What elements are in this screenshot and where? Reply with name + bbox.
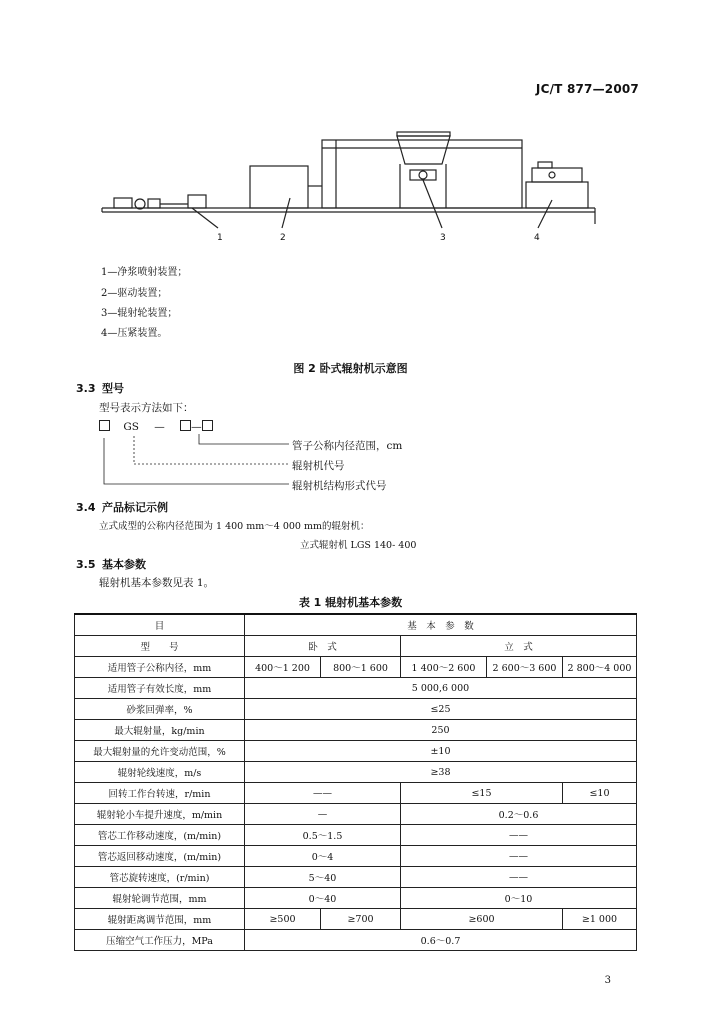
table-cell: 400～1 200: [245, 657, 321, 678]
table-cell: 0～4: [245, 846, 401, 867]
table-cell: 1 400～2 600: [401, 657, 487, 678]
section-number: 3.4: [76, 501, 96, 514]
table-cell: ≥1 000: [563, 909, 637, 930]
section-number: 3.5: [76, 558, 96, 571]
table-cell: ——: [401, 825, 637, 846]
marking-example: 立式辊射机 LGS 140- 400: [300, 540, 417, 551]
callout-1: 1: [217, 233, 223, 243]
diameter-box-1: [180, 420, 191, 431]
table-row: [75, 741, 637, 762]
table-cell: 2 600～3 600: [487, 657, 563, 678]
code-leader-lines: [99, 432, 299, 492]
header-item: 目: [75, 614, 245, 636]
table-row: [75, 783, 637, 804]
table-row: [75, 930, 637, 951]
code-dash-2: —: [191, 421, 202, 433]
parameters-table: [74, 613, 637, 951]
section-3-4-heading: [76, 499, 168, 515]
header-params: 基 本 参 数: [245, 614, 637, 636]
legend-item-2: 2—驱动装置；: [101, 288, 168, 299]
row-label: 最大辊射量的允许变动范围，%: [75, 741, 245, 762]
row-label: 管芯旋转速度，(r/min): [75, 867, 245, 888]
row-label: 辊射轮调节范围，mm: [75, 888, 245, 909]
table-cell: 0～40: [245, 888, 401, 909]
marking-text: 立式成型的公称内径范围为 1 400 mm～4 000 mm的辊射机：: [99, 521, 370, 532]
machine-schematic: [100, 128, 605, 248]
table-row: [75, 909, 637, 930]
table-cell: 0.2～0.6: [401, 804, 637, 825]
row-label: 适用管子有效长度，mm: [75, 678, 245, 699]
table-row: [75, 762, 637, 783]
row-label: 适用管子公称内径，mm: [75, 657, 245, 678]
table-row: [75, 699, 637, 720]
table-row: [75, 720, 637, 741]
row-label: 辊射轮小车提升速度，m/min: [75, 804, 245, 825]
row-label: 辊射距离调节范围，mm: [75, 909, 245, 930]
section-number: 3.3: [76, 382, 96, 395]
table-cell: 2 800～4 000: [563, 657, 637, 678]
callout-4: 4: [534, 233, 540, 243]
table-cell: 0.6～0.7: [245, 930, 637, 951]
row-label: 回转工作台转速，r/min: [75, 783, 245, 804]
table-cell: ≥500: [245, 909, 321, 930]
code-gs: GS: [123, 421, 139, 433]
table-row: [75, 636, 637, 657]
section-3-5-heading: [76, 556, 146, 572]
table-cell: ≤10: [563, 783, 637, 804]
section-title: 型号: [102, 382, 124, 395]
table-cell: 5 000,6 000: [245, 678, 637, 699]
table-cell: ≥600: [401, 909, 563, 930]
page-number: 3: [604, 975, 611, 986]
structure-box: [99, 420, 110, 431]
row-label: 压缩空气工作压力，MPa: [75, 930, 245, 951]
table-cell: 250: [245, 720, 637, 741]
table-cell: 0～10: [401, 888, 637, 909]
table-row: [75, 657, 637, 678]
code-dash: —: [154, 421, 165, 433]
section-title: 基本参数: [102, 558, 146, 571]
section-title: 产品标记示例: [102, 501, 168, 514]
type-horizontal: 卧 式: [245, 636, 401, 657]
legend-item-1: 1—净浆喷射装置；: [101, 267, 188, 278]
code-label-structure: 辊射机结构形式代号: [292, 480, 387, 492]
callout-3: 3: [440, 233, 446, 243]
table-cell: —: [245, 804, 401, 825]
table-cell: ≤15: [401, 783, 563, 804]
table-cell: ——: [245, 783, 401, 804]
legend-item-4: 4—压紧装置。: [101, 328, 168, 339]
table-cell: ≥700: [321, 909, 401, 930]
table-cell: 800～1 600: [321, 657, 401, 678]
row-label: 管芯工作移动速度，(m/min): [75, 825, 245, 846]
table-cell: ——: [401, 846, 637, 867]
row-label: 型 号: [75, 636, 245, 657]
standard-number: JC/T 877—2007: [535, 82, 639, 96]
code-label-diameter: 管子公称内径范围，cm: [292, 440, 403, 452]
callout-2: 2: [280, 233, 286, 243]
table-cell: ——: [401, 867, 637, 888]
row-label: 管芯返回移动速度，(m/min): [75, 846, 245, 867]
figure-caption: 图 2 卧式辊射机示意图: [293, 362, 408, 375]
diameter-box-2: [202, 420, 213, 431]
table-row: [75, 888, 637, 909]
table-row: [75, 804, 637, 825]
table-row: [75, 678, 637, 699]
table-caption: 表 1 辊射机基本参数: [298, 596, 403, 609]
row-label: 辊射轮线速度，m/s: [75, 762, 245, 783]
table-cell: ±10: [245, 741, 637, 762]
row-label: 最大辊射量，kg/min: [75, 720, 245, 741]
row-label: 砂浆回弹率，%: [75, 699, 245, 720]
legend-item-3: 3—辊射轮装置；: [101, 308, 178, 319]
table-row: [75, 825, 637, 846]
table-row: [75, 846, 637, 867]
table-row: [75, 867, 637, 888]
type-vertical: 立 式: [401, 636, 637, 657]
section-3-3-heading: [76, 380, 124, 396]
model-intro: 型号表示方法如下：: [99, 402, 194, 414]
table-cell: ≥38: [245, 762, 637, 783]
params-text: 辊射机基本参数见表 1。: [99, 577, 215, 589]
table-cell: 0.5～1.5: [245, 825, 401, 846]
table-cell: ≤25: [245, 699, 637, 720]
code-label-machine: 辊射机代号: [292, 460, 345, 472]
table-row: [75, 614, 637, 636]
table-cell: 5～40: [245, 867, 401, 888]
